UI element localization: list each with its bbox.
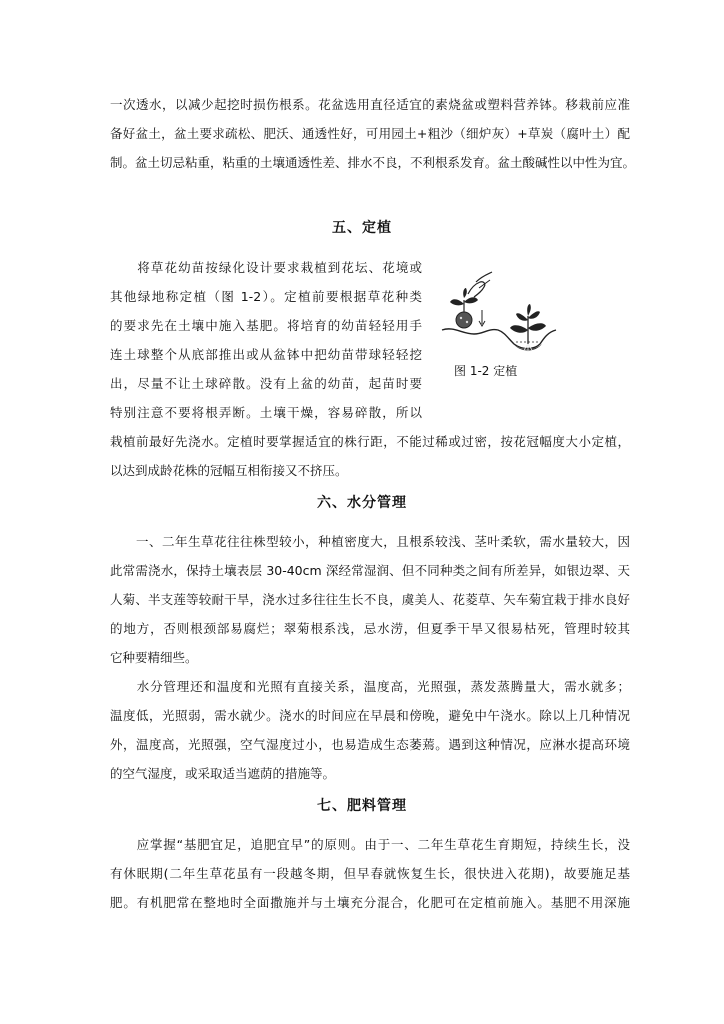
section-7-line-3: 肥。有机肥常在整地时全面撒施并与土壤充分混合，化肥可在定植前施入。基肥不用深施 (110, 895, 630, 910)
section-5-line-1: 将草花幼苗按绿化设计要求栽植到花坛、花境或 (110, 260, 422, 275)
section-5-line-8: 以达到成龄花株的冠幅互相衔接又不挤压。 (110, 463, 348, 478)
section-5-line-6: 特别注意不要将根弄断。土壤干燥，容易碎散，所以 (110, 405, 422, 420)
section-5-heading: 五、定植 (332, 220, 392, 236)
section-7-line-2: 有休眠期(二年生草花虽有一段越冬期，但早春就恢复生长，很快进入花期)，故要施足基 (110, 866, 630, 881)
section-5-line-7: 栽植前最好先浇水。定植时要掌握适宜的株行距，不能过稀或过密，按花冠幅度大小定植， (110, 434, 630, 449)
section-5-line-3: 的要求先在土壤中施入基肥。将培育的幼苗轻轻用手 (110, 318, 422, 333)
section-6-line-6: 水分管理还和温度和光照有直接关系，温度高，光照强，蒸发蒸腾量大，需水就多； (110, 679, 630, 694)
section-6-line-8: 外，温度高，光照强，空气湿度过小，也易造成生态萎蔫。遇到这种情况，应淋水提高环境 (110, 737, 630, 752)
intro-line-2: 备好盆土，盆土要求疏松、肥沃、通透性好，可用园土+粗沙（细炉灰）+草炭（腐叶土）配 (110, 126, 630, 141)
intro-line-3: 制。盆土切忌粘重，粘重的土壤通透性差、排水不良，不利根系发育。盆土酸碱性以中性为宜。 (110, 155, 636, 170)
section-6-line-3: 人菊、半支莲等较耐干旱，浇水过多往往生长不良，虞美人、花菱草、矢车菊宜栽于排水良好 (110, 592, 630, 607)
section-5-line-5: 出，尽量不让土球碎散。没有上盆的幼苗，起苗时要 (110, 376, 422, 391)
section-7-heading: 七、肥料管理 (317, 798, 407, 814)
figure-1-2-caption: 图 1-2 定植 (454, 364, 518, 378)
section-7-line-1: 应掌握“基肥宜足，追肥宜早”的原则。由于一、二年生草花生育期短，持续生长，没 (110, 837, 630, 852)
intro-line-1: 一次透水，以减少起挖时损伤根系。花盆选用直径适宜的素烧盆或塑料营养钵。移栽前应准 (110, 97, 630, 112)
section-6-line-5: 它种要精细些。 (110, 650, 198, 665)
section-6-heading: 六、水分管理 (317, 495, 407, 511)
section-5-line-2: 其他绿地称定植（图 1-2）。定植前要根据草花种类 (110, 289, 422, 304)
section-6-line-2: 此常需浇水，保持土壤表层 30-40cm 深经常湿润、但不同种类之间有所差异，如银边翠、天 (110, 563, 630, 578)
section-6-line-4: 的地方，否则根颈部易腐烂；翠菊根系浅，忌水涝，但夏季干旱又很易枯死，管理时较其 (110, 621, 630, 636)
section-6-line-1: 一、二年生草花往往株型较小，种植密度大，且根系较浅、茎叶柔软，需水量较大，因 (110, 534, 630, 549)
section-6-line-9: 的空气湿度，或采取适当遮荫的措施等。 (110, 766, 336, 781)
section-6-line-7: 温度低，光照弱，需水就少。浇水的时间应在早晨和傍晚，避免中午浇水。除以上几种情况 (110, 708, 630, 723)
section-5-line-4: 连土球整个从底部推出或从盆钵中把幼苗带球轻轻挖 (110, 347, 422, 362)
